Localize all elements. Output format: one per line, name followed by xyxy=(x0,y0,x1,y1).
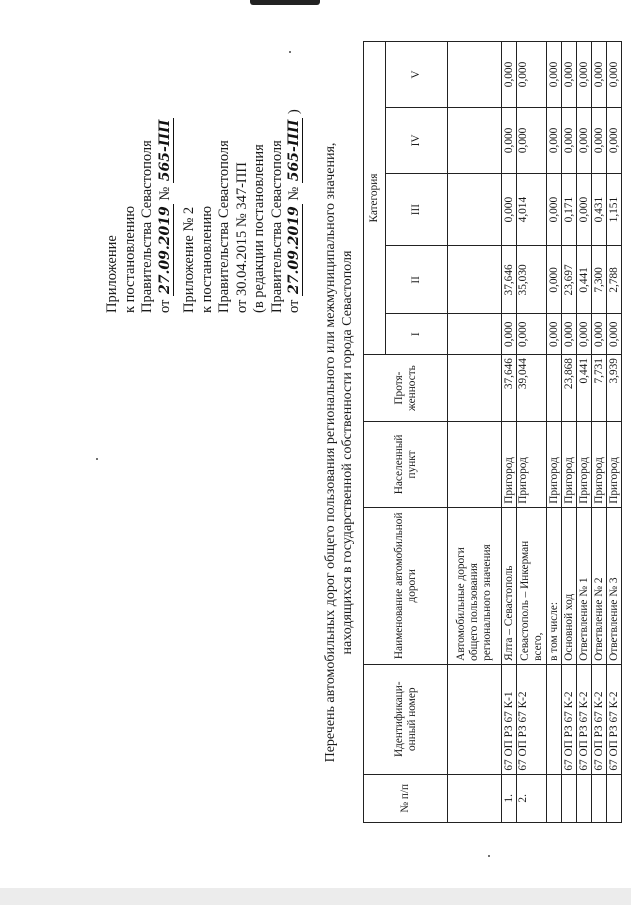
header-cat-2: II xyxy=(386,246,448,314)
cell-name: Ялта – Севастополь xyxy=(502,507,517,664)
annex-line: к постановлению xyxy=(121,205,138,313)
cell-cat: 0,000 xyxy=(547,42,562,108)
cell-cat: 0,000 xyxy=(607,314,622,355)
cell-cat: 0,000 xyxy=(577,314,592,355)
handwritten-date: 27.09.2019 xyxy=(286,206,302,294)
cell-cat: 0,000 xyxy=(562,42,577,108)
header-place: Населенный пункт xyxy=(364,422,448,508)
cell-cat: 0,000 xyxy=(592,107,607,173)
header-num: № п/п xyxy=(364,774,448,822)
document-title xyxy=(322,0,356,905)
cell-cat: 0,000 xyxy=(547,173,562,245)
header-length: Протя-женность xyxy=(364,355,448,422)
cell-cat: 0,431 xyxy=(592,173,607,245)
title-line: Перечень автомобильных дорог общего пользования регионального или межмуниципального значения, xyxy=(323,142,338,763)
annex2-block xyxy=(181,109,304,313)
cell-place: Пригород xyxy=(607,422,622,508)
handwritten-number: 565-ПП xyxy=(286,119,302,182)
cell-cat: 1,151 xyxy=(607,173,622,245)
cell-name: Ответвление № 2 xyxy=(592,507,607,664)
cell-cat: 0,000 xyxy=(562,314,577,355)
cell-cat: 23,697 xyxy=(562,246,577,314)
cell-cat: 35,030 xyxy=(517,246,547,314)
table-row xyxy=(562,42,577,823)
cell-num: 1. xyxy=(502,774,517,822)
cell-place: Пригород xyxy=(502,422,517,508)
cell-id: 67 ОП РЗ 67 К-2 xyxy=(517,664,547,774)
cell-cat: 0,000 xyxy=(517,314,547,355)
cell-length: 23,868 xyxy=(562,355,577,422)
cell-cat: 0,000 xyxy=(592,314,607,355)
cell-cat: 0,000 xyxy=(502,173,517,245)
cell-cat: 37,646 xyxy=(502,246,517,314)
table-row xyxy=(577,42,592,823)
cell-name: Основной ход xyxy=(562,507,577,664)
section-row xyxy=(448,42,502,823)
table-row xyxy=(547,42,562,823)
cell-length: 0,441 xyxy=(577,355,592,422)
title-line: находящихся в государственной собственности города Севастополя xyxy=(340,250,355,655)
cell-place: Пригород xyxy=(577,422,592,508)
cell-length xyxy=(547,355,562,422)
cell-cat: 0,000 xyxy=(562,107,577,173)
cell-cat: 0,000 xyxy=(607,107,622,173)
header-cat-4: IV xyxy=(386,107,448,173)
header-id: Идентификаци-онный номер xyxy=(364,664,448,774)
cell-cat: 0,000 xyxy=(517,107,547,173)
cell-cat: 0,000 xyxy=(592,42,607,108)
annex-block xyxy=(104,118,174,313)
cell-length: 7,731 xyxy=(592,355,607,422)
cell-place: Пригород xyxy=(562,422,577,508)
cell-id: 67 ОП РЗ 67 К-1 xyxy=(502,664,517,774)
cell-num xyxy=(547,774,562,822)
cell-cat: 4,014 xyxy=(517,173,547,245)
cell-num xyxy=(607,774,622,822)
cell-cat: 2,788 xyxy=(607,246,622,314)
cell-cat: 0,000 xyxy=(547,246,562,314)
cell-place: Пригород xyxy=(592,422,607,508)
cell-cat: 0,441 xyxy=(577,246,592,314)
cell-place: Пригород xyxy=(547,422,562,508)
header-category: Категория xyxy=(364,42,386,355)
cell-cat: 0,000 xyxy=(517,42,547,108)
annex2-date-line: от 27.09.2019 № 565-ПП ) xyxy=(286,109,302,313)
cell-name: Ответвление № 1 xyxy=(577,507,592,664)
cell-cat: 0,171 xyxy=(562,173,577,245)
cell-cat: 0,000 xyxy=(502,107,517,173)
annex2-line: (в редакции постановления xyxy=(251,144,267,313)
roads-table xyxy=(363,41,622,823)
handwritten-number: 565-ПП xyxy=(156,119,173,182)
header-cat-1: I xyxy=(386,314,448,355)
section-title: Автомобильные дороги общего пользования регионального значения xyxy=(448,507,502,664)
cell-cat: 0,000 xyxy=(547,107,562,173)
cell-cat: 0,000 xyxy=(577,42,592,108)
cell-id: 67 ОП РЗ 67 К-2 xyxy=(607,664,622,774)
cell-name: Ответвление № 3 xyxy=(607,507,622,664)
cell-cat: 7,300 xyxy=(592,246,607,314)
cell-num xyxy=(562,774,577,822)
table-row xyxy=(607,42,622,823)
cell-id xyxy=(547,664,562,774)
table-row xyxy=(502,42,517,823)
header-name: Наименование автомобильной дороги xyxy=(364,507,448,664)
cell-num xyxy=(592,774,607,822)
cell-length: 37,646 xyxy=(502,355,517,422)
table-row xyxy=(517,42,547,823)
cell-length: 3,939 xyxy=(607,355,622,422)
header-cat-5: V xyxy=(386,42,448,108)
annex2-line: Правительства Севастополя xyxy=(268,140,285,313)
cell-id: 67 ОП РЗ 67 К-2 xyxy=(562,664,577,774)
table-row xyxy=(592,42,607,823)
cell-num: 2. xyxy=(517,774,547,822)
annex2-line: от 30.04.2015 № 347-ПП xyxy=(233,162,250,313)
cell-place: Пригород xyxy=(517,422,547,508)
handwritten-date: 27.09.2019 xyxy=(156,206,173,294)
cell-name: в том числе: xyxy=(547,507,562,664)
cell-id: 67 ОП РЗ 67 К-2 xyxy=(577,664,592,774)
cell-cat: 0,000 xyxy=(502,42,517,108)
cell-cat: 0,000 xyxy=(502,314,517,355)
cell-num xyxy=(577,774,592,822)
annex2-line: Приложение № 2 xyxy=(181,206,197,313)
cell-id: 67 ОП РЗ 67 К-2 xyxy=(592,664,607,774)
annex-line: Приложение xyxy=(104,235,120,313)
annex-line: Правительства Севастополя xyxy=(139,140,155,313)
cell-cat: 0,000 xyxy=(607,42,622,108)
cell-cat: 0,000 xyxy=(547,314,562,355)
cell-name: Севастополь – Инкерман всего, xyxy=(517,507,547,664)
annex2-line: к постановлению xyxy=(198,205,215,313)
header-cat-3: III xyxy=(386,173,448,245)
cell-length: 39,044 xyxy=(517,355,547,422)
cell-cat: 0,000 xyxy=(577,107,592,173)
header-row xyxy=(364,42,386,823)
annex2-line: Правительства Севастополя xyxy=(216,140,232,313)
annex-date-line: от 27.09.2019 № 565-ПП xyxy=(156,119,173,313)
cell-cat: 0,000 xyxy=(577,173,592,245)
